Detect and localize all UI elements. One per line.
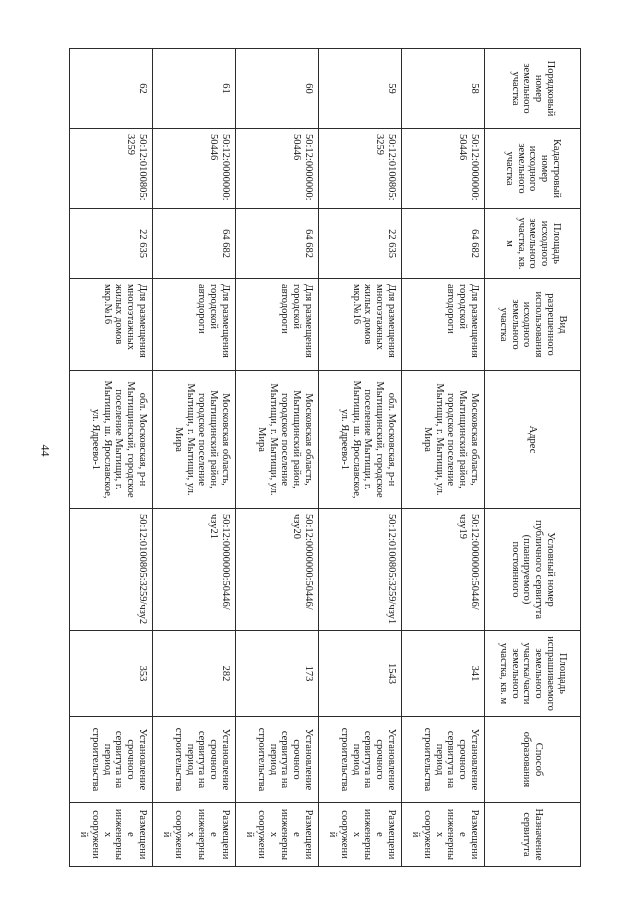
cell-permitted-use: Для размещения многоэтажных жилых домов мкр.№16 bbox=[70, 279, 153, 371]
cell-requested-area: 173 bbox=[236, 631, 319, 717]
cell-permitted-use: Для размещения городской автодороги bbox=[402, 279, 485, 371]
cell-servitude-purpose: Размещение инженерных сооружений bbox=[319, 803, 402, 867]
cell-requested-area: 282 bbox=[153, 631, 236, 717]
cell-formation-method: Установление срочного сервитута на период строительства bbox=[70, 717, 153, 803]
header-cadastral-number: Кадастровый номер исходного земельного участка bbox=[485, 129, 581, 209]
page-number: 44 bbox=[38, 444, 53, 457]
cell-formation-method: Установление срочного сервитута на период строительства bbox=[153, 717, 236, 803]
cell-address: обл. Московская, р-н Мытищинский, городское поселение Мытищи, г. Мытищи, ш. Ярославское, ул. Ядреево-1 bbox=[70, 371, 153, 509]
cell-formation-method: Установление срочного сервитута на период строительства bbox=[236, 717, 319, 803]
cell-servitude-number: 50:12:0100805:3259/чзу1 bbox=[319, 509, 402, 631]
header-requested-area: Площадь испрашиваемого земельного участка/части земельного участка, кв. м bbox=[485, 631, 581, 717]
cell-servitude-number: 50:12:0100805:3259/чзу2 bbox=[70, 509, 153, 631]
cell-servitude-purpose: Размещение инженерных сооружений bbox=[236, 803, 319, 867]
cell-plot-number: 61 bbox=[153, 49, 236, 129]
cell-plot-number: 58 bbox=[402, 49, 485, 129]
cell-permitted-use: Для размещения городской автодороги bbox=[153, 279, 236, 371]
header-permitted-use: Вид разрешенного использования исходного земельного участка bbox=[485, 279, 581, 371]
cell-source-area: 64 682 bbox=[402, 209, 485, 279]
header-address: Адрес bbox=[485, 371, 581, 509]
header-formation-method: Способ образования bbox=[485, 717, 581, 803]
cell-permitted-use: Для размещения городской автодороги bbox=[236, 279, 319, 371]
cell-source-area: 64 682 bbox=[153, 209, 236, 279]
cell-address: Московская область, Мытищинский район, городское поселение Мытищи, г. Мытищи, ул. Мира bbox=[153, 371, 236, 509]
cell-servitude-number: 50:12:0000000:50446/чзу19 bbox=[402, 509, 485, 631]
cell-cadastral-number: 50:12:0000000:50446 bbox=[153, 129, 236, 209]
cell-source-area: 22 635 bbox=[70, 209, 153, 279]
rotated-table-container bbox=[69, 48, 581, 866]
cell-source-area: 22 635 bbox=[319, 209, 402, 279]
table-row bbox=[319, 49, 402, 867]
table-row bbox=[402, 49, 485, 867]
cell-cadastral-number: 50:12:0000000:50446 bbox=[402, 129, 485, 209]
cell-cadastral-number: 50:12:0100805:3259 bbox=[319, 129, 402, 209]
cell-servitude-purpose: Размещение инженерных сооружений bbox=[402, 803, 485, 867]
cell-plot-number: 62 bbox=[70, 49, 153, 129]
land-plots-table bbox=[69, 48, 581, 867]
cell-requested-area: 1543 bbox=[319, 631, 402, 717]
cell-source-area: 64 682 bbox=[236, 209, 319, 279]
cell-address: Московская область, Мытищинский район, городское поселение Мытищи, г. Мытищи, ул. Мира bbox=[236, 371, 319, 509]
cell-permitted-use: Для размещения многоэтажных жилых домов мкр.№16 bbox=[319, 279, 402, 371]
header-source-area: Площадь исходного земельного участка, кв. м bbox=[485, 209, 581, 279]
cell-requested-area: 353 bbox=[70, 631, 153, 717]
cell-requested-area: 341 bbox=[402, 631, 485, 717]
table-header-row bbox=[485, 49, 581, 867]
table-row bbox=[70, 49, 153, 867]
cell-address: Московская область, Мытищинский район, городское поселение Мытищи, г. Мытищи, ул. Мира bbox=[402, 371, 485, 509]
cell-cadastral-number: 50:12:0100805:3259 bbox=[70, 129, 153, 209]
header-plot-number: Порядковый номер земельного участка bbox=[485, 49, 581, 129]
header-servitude-number: Условный номер публичного сервитута (планируемого) постоянного bbox=[485, 509, 581, 631]
cell-servitude-purpose: Размещение инженерных сооружений bbox=[70, 803, 153, 867]
cell-servitude-purpose: Размещение инженерных сооружений bbox=[153, 803, 236, 867]
cell-address: обл. Московская, р-н Мытищинский, городское поселение Мытищи, г. Мытищи, ш. Ярославское, ул. Ядреево-1 bbox=[319, 371, 402, 509]
cell-servitude-number: 50:12:0000000:50446/чзу21 bbox=[153, 509, 236, 631]
header-servitude-purpose: Назначение сервитута bbox=[485, 803, 581, 867]
cell-formation-method: Установление срочного сервитута на период строительства bbox=[402, 717, 485, 803]
cell-servitude-number: 50:12:0000000:50446/чзу20 bbox=[236, 509, 319, 631]
cell-formation-method: Установление срочного сервитута на период строительства bbox=[319, 717, 402, 803]
cell-plot-number: 60 bbox=[236, 49, 319, 129]
cell-plot-number: 59 bbox=[319, 49, 402, 129]
table-row bbox=[236, 49, 319, 867]
table-row bbox=[153, 49, 236, 867]
cell-cadastral-number: 50:12:0000000:50446 bbox=[236, 129, 319, 209]
